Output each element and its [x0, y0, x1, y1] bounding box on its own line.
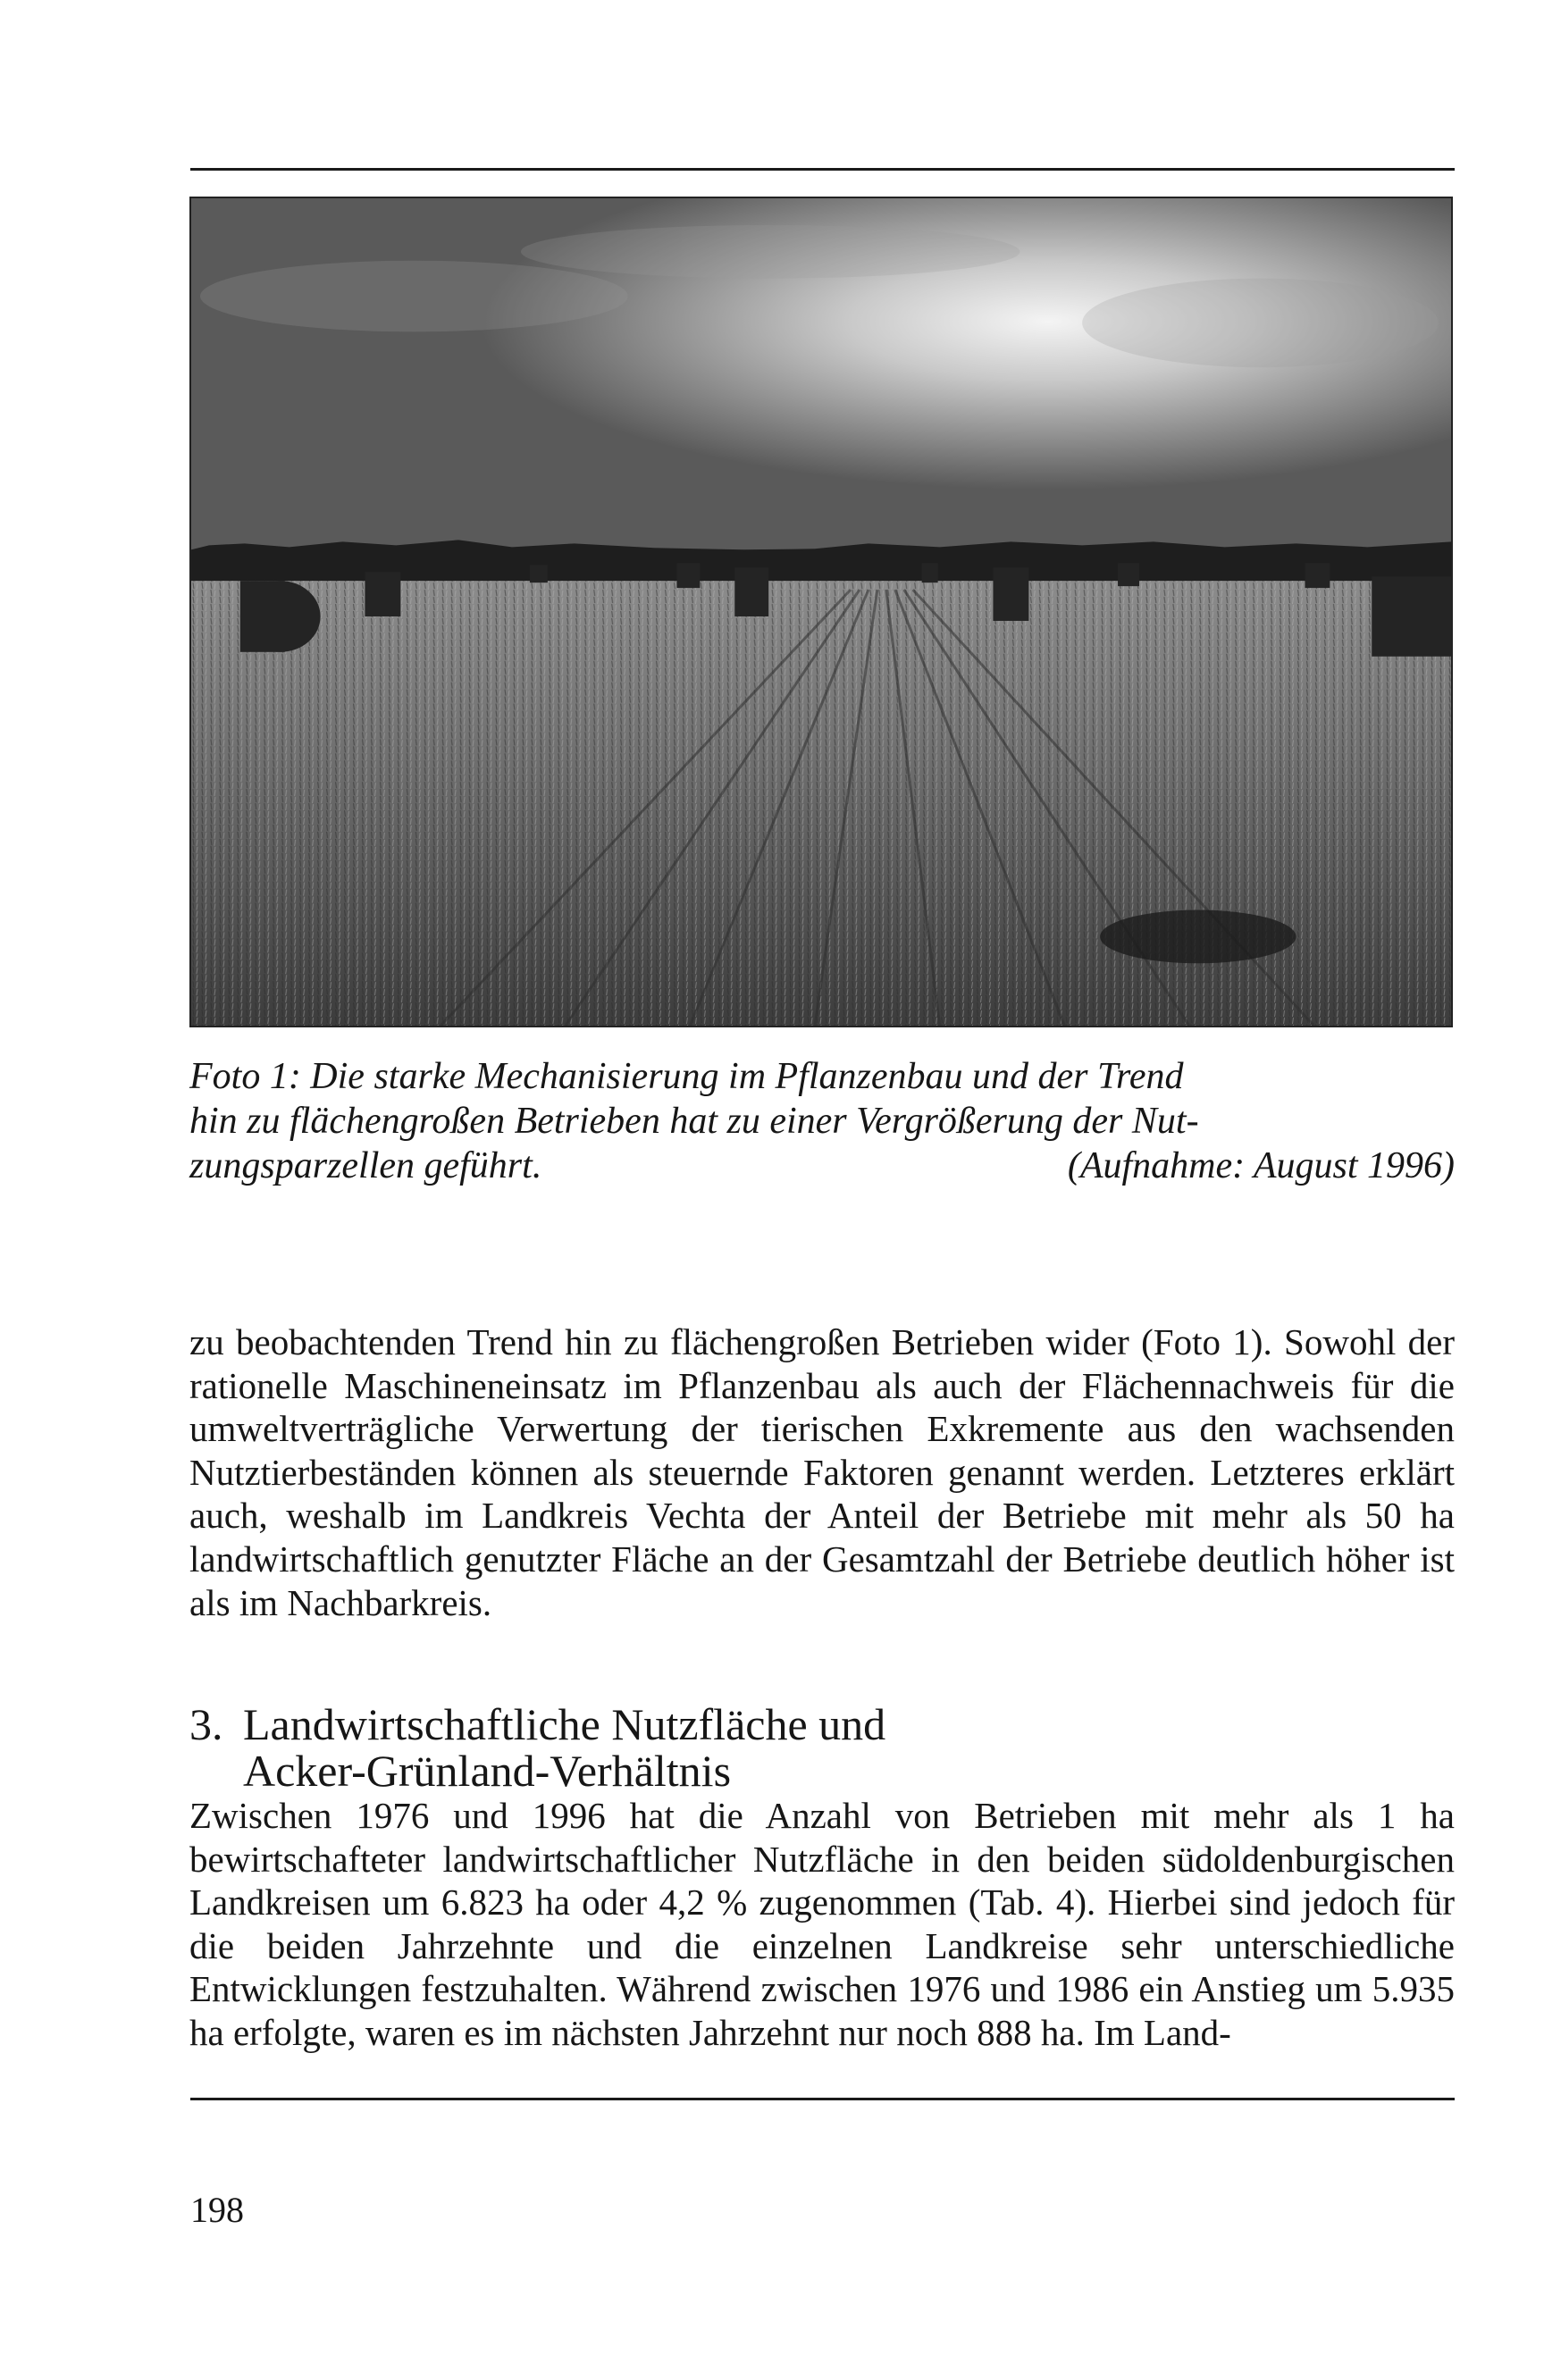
- photo-credit: (Aufnahme: August 1996): [1067, 1145, 1455, 1186]
- body-paragraph-2: Zwischen 1976 und 1996 hat die Anzahl von Betrieben mit mehr als 1 ha bewirtschafteter landwirtschaftlicher Nutzfläche in den beiden südoldenburgischen Landkreisen um 6.823 ha oder 4,2 % zugenommen (Tab. 4). Hierbei sind jedoch für die beiden Jahrzehnte und die einzelnen Landkreise sehr unterschiedliche Entwicklungen festzuhalten. Während zwischen 1976 und 1986 ein Anstieg um 5.935 ha erfolgte, waren es im nächsten Jahrzehnt nur noch 888 ha. Im Land-: [189, 1795, 1455, 2053]
- body-paragraph-1: zu beobachtenden Trend hin zu flächengroßen Betrieben wider (Foto 1). Sowohl der rationelle Maschineneinsatz im Pflanzenbau als auch der Flächennachweis für die umweltverträgliche Verwertung der tierischen Exkremente aus den wachsenden Nutztierbeständen können als steuernde Faktoren genannt werden. Letzteres erklärt auch, weshalb im Landkreis Vechta der Anteil der Betriebe mit mehr als 50 ha landwirtschaftlich genutzter Fläche an der Gesamtzahl der Betriebe deutlich höher ist als im Nachbarkreis.: [189, 1321, 1455, 1623]
- section-title-line-2: Acker-Grünland-Verhältnis: [243, 1746, 732, 1796]
- bottom-rule: [190, 2098, 1455, 2100]
- section-heading: [189, 1701, 1455, 1794]
- field-photo: [189, 197, 1453, 1027]
- section-number: 3.: [189, 1699, 223, 1749]
- caption-line-2: hin zu flächengroßen Betrieben hat zu einer Vergrößerung der Nut-: [189, 1101, 1199, 1142]
- photo-caption: [189, 1054, 1455, 1188]
- caption-line-1: Foto 1: Die starke Mechanisierung im Pflanzenbau und der Trend: [189, 1056, 1184, 1097]
- caption-line-3: [189, 1144, 1455, 1188]
- section-title-line-1: Landwirtschaftliche Nutzfläche und: [243, 1699, 886, 1749]
- top-rule: [190, 168, 1455, 171]
- hay-bales-field-image: [191, 198, 1451, 1026]
- page-number: 198: [190, 2190, 244, 2230]
- caption-text-end: zungsparzellen geführt.: [189, 1145, 542, 1186]
